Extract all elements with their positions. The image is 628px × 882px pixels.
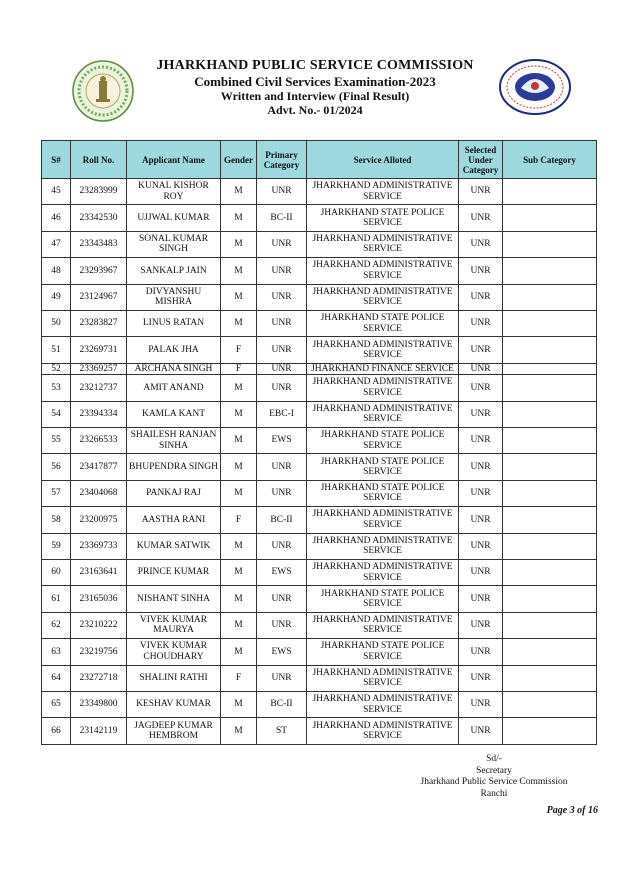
cell-primary-category: UNR bbox=[257, 480, 307, 506]
cell-gender: M bbox=[221, 639, 257, 665]
cell-primary-category: UNR bbox=[257, 454, 307, 480]
cell-name: LINUS RATAN bbox=[127, 310, 221, 336]
cell-sn: 62 bbox=[42, 612, 71, 638]
table-row bbox=[42, 231, 597, 257]
cell-primary-category: UNR bbox=[257, 665, 307, 691]
cell-primary-category: ST bbox=[257, 718, 307, 744]
cell-selected-category: UNR bbox=[459, 401, 503, 427]
col-header-name: Applicant Name bbox=[127, 141, 221, 179]
cell-sn: 58 bbox=[42, 507, 71, 533]
cell-primary-category: EWS bbox=[257, 428, 307, 454]
cell-gender: M bbox=[221, 586, 257, 612]
cell-roll: 23293967 bbox=[71, 258, 127, 284]
table-row bbox=[42, 454, 597, 480]
cell-gender: M bbox=[221, 205, 257, 231]
cell-service: JHARKHAND ADMINISTRATIVE SERVICE bbox=[307, 179, 459, 205]
col-header-roll: Roll No. bbox=[71, 141, 127, 179]
cell-gender: M bbox=[221, 559, 257, 585]
cell-primary-category: UNR bbox=[257, 258, 307, 284]
cell-selected-category: UNR bbox=[459, 718, 503, 744]
cell-sub-category bbox=[503, 258, 597, 284]
cell-primary-category: BC-II bbox=[257, 507, 307, 533]
cell-name: BHUPENDRA SINGH bbox=[127, 454, 221, 480]
cell-sub-category bbox=[503, 507, 597, 533]
cell-sub-category bbox=[503, 337, 597, 363]
cell-service: JHARKHAND ADMINISTRATIVE SERVICE bbox=[307, 401, 459, 427]
cell-primary-category: UNR bbox=[257, 179, 307, 205]
table-row bbox=[42, 612, 597, 638]
cell-sn: 54 bbox=[42, 401, 71, 427]
cell-selected-category: UNR bbox=[459, 337, 503, 363]
cell-gender: M bbox=[221, 231, 257, 257]
cell-roll: 23283999 bbox=[71, 179, 127, 205]
cell-sub-category bbox=[503, 559, 597, 585]
cell-primary-category: EWS bbox=[257, 639, 307, 665]
cell-roll: 23369733 bbox=[71, 533, 127, 559]
cell-name: SHAILESH RANJAN SINHA bbox=[127, 428, 221, 454]
table-row bbox=[42, 691, 597, 717]
cell-sn: 47 bbox=[42, 231, 71, 257]
cell-primary-category: EWS bbox=[257, 559, 307, 585]
cell-roll: 23283827 bbox=[71, 310, 127, 336]
cell-gender: M bbox=[221, 691, 257, 717]
cell-sub-category bbox=[503, 310, 597, 336]
cell-sub-category bbox=[503, 639, 597, 665]
cell-roll: 23266533 bbox=[71, 428, 127, 454]
table-row bbox=[42, 480, 597, 506]
cell-selected-category: UNR bbox=[459, 428, 503, 454]
cell-sub-category bbox=[503, 179, 597, 205]
cell-sn: 57 bbox=[42, 480, 71, 506]
cell-primary-category: UNR bbox=[257, 337, 307, 363]
cell-roll: 23142119 bbox=[71, 718, 127, 744]
table-row bbox=[42, 507, 597, 533]
cell-selected-category: UNR bbox=[459, 231, 503, 257]
cell-selected-category: UNR bbox=[459, 533, 503, 559]
cell-sub-category bbox=[503, 665, 597, 691]
cell-gender: M bbox=[221, 258, 257, 284]
table-row bbox=[42, 665, 597, 691]
cell-sn: 61 bbox=[42, 586, 71, 612]
table-row bbox=[42, 586, 597, 612]
result-title: Written and Interview (Final Result) bbox=[220, 89, 410, 103]
cell-name: KUNAL KISHOR ROY bbox=[127, 179, 221, 205]
cell-sub-category bbox=[503, 205, 597, 231]
table-row bbox=[42, 310, 597, 336]
cell-service: JHARKHAND STATE POLICE SERVICE bbox=[307, 639, 459, 665]
cell-sn: 46 bbox=[42, 205, 71, 231]
cell-name: VIVEK KUMAR CHOUDHARY bbox=[127, 639, 221, 665]
cell-primary-category: UNR bbox=[257, 231, 307, 257]
cell-selected-category: UNR bbox=[459, 691, 503, 717]
cell-service: JHARKHAND ADMINISTRATIVE SERVICE bbox=[307, 533, 459, 559]
cell-gender: M bbox=[221, 480, 257, 506]
cell-roll: 23165036 bbox=[71, 586, 127, 612]
cell-sn: 55 bbox=[42, 428, 71, 454]
cell-name: AASTHA RANI bbox=[127, 507, 221, 533]
cell-roll: 23200975 bbox=[71, 507, 127, 533]
table-row bbox=[42, 363, 597, 375]
cell-selected-category: UNR bbox=[459, 205, 503, 231]
cell-gender: F bbox=[221, 363, 257, 375]
cell-gender: F bbox=[221, 507, 257, 533]
cell-sn: 60 bbox=[42, 559, 71, 585]
cell-primary-category: BC-II bbox=[257, 205, 307, 231]
cell-sub-category bbox=[503, 718, 597, 744]
cell-selected-category: UNR bbox=[459, 375, 503, 401]
table-row bbox=[42, 718, 597, 744]
cell-selected-category: UNR bbox=[459, 363, 503, 375]
cell-sn: 65 bbox=[42, 691, 71, 717]
cell-name: AMIT ANAND bbox=[127, 375, 221, 401]
col-header-service: Service Alloted bbox=[307, 141, 459, 179]
cell-service: JHARKHAND FINANCE SERVICE bbox=[307, 363, 459, 375]
cell-primary-category: UNR bbox=[257, 284, 307, 310]
table-row bbox=[42, 205, 597, 231]
signatory-place: Ranchi bbox=[480, 788, 508, 799]
cell-gender: F bbox=[221, 337, 257, 363]
cell-roll: 23163641 bbox=[71, 559, 127, 585]
cell-name: UJJWAL KUMAR bbox=[127, 205, 221, 231]
cell-sn: 56 bbox=[42, 454, 71, 480]
cell-service: JHARKHAND ADMINISTRATIVE SERVICE bbox=[307, 337, 459, 363]
cell-sub-category bbox=[503, 480, 597, 506]
cell-service: JHARKHAND ADMINISTRATIVE SERVICE bbox=[307, 665, 459, 691]
cell-sub-category bbox=[503, 401, 597, 427]
cell-name: JAGDEEP KUMAR HEMBROM bbox=[127, 718, 221, 744]
page-number: Page 3 of 16 bbox=[546, 805, 598, 816]
cell-gender: M bbox=[221, 454, 257, 480]
cell-service: JHARKHAND ADMINISTRATIVE SERVICE bbox=[307, 718, 459, 744]
cell-roll: 23343483 bbox=[71, 231, 127, 257]
cell-service: JHARKHAND STATE POLICE SERVICE bbox=[307, 205, 459, 231]
cell-service: JHARKHAND ADMINISTRATIVE SERVICE bbox=[307, 284, 459, 310]
cell-sn: 52 bbox=[42, 363, 71, 375]
cell-service: JHARKHAND STATE POLICE SERVICE bbox=[307, 454, 459, 480]
table-row bbox=[42, 375, 597, 401]
cell-primary-category: UNR bbox=[257, 363, 307, 375]
cell-selected-category: UNR bbox=[459, 639, 503, 665]
cell-name: DIVYANSHU MISHRA bbox=[127, 284, 221, 310]
cell-sn: 63 bbox=[42, 639, 71, 665]
jharkhand-emblem-icon bbox=[72, 60, 134, 122]
cell-roll: 23212737 bbox=[71, 375, 127, 401]
results-table bbox=[41, 140, 597, 745]
signature-block bbox=[420, 754, 568, 800]
cell-service: JHARKHAND STATE POLICE SERVICE bbox=[307, 480, 459, 506]
cell-service: JHARKHAND ADMINISTRATIVE SERVICE bbox=[307, 258, 459, 284]
cell-service: JHARKHAND ADMINISTRATIVE SERVICE bbox=[307, 231, 459, 257]
cell-sn: 51 bbox=[42, 337, 71, 363]
cell-primary-category: BC-II bbox=[257, 691, 307, 717]
cell-sn: 49 bbox=[42, 284, 71, 310]
col-header-gender: Gender bbox=[221, 141, 257, 179]
table-row bbox=[42, 559, 597, 585]
col-header-primary-category: Primary Category bbox=[257, 141, 307, 179]
cell-gender: F bbox=[221, 665, 257, 691]
exam-title: Combined Civil Services Examination-2023 bbox=[194, 74, 436, 89]
cell-roll: 23369257 bbox=[71, 363, 127, 375]
cell-name: PRINCE KUMAR bbox=[127, 559, 221, 585]
cell-sn: 66 bbox=[42, 718, 71, 744]
table-row bbox=[42, 428, 597, 454]
cell-service: JHARKHAND STATE POLICE SERVICE bbox=[307, 428, 459, 454]
cell-gender: M bbox=[221, 375, 257, 401]
cell-sub-category bbox=[503, 284, 597, 310]
cell-name: KAMLA KANT bbox=[127, 401, 221, 427]
cell-primary-category: UNR bbox=[257, 533, 307, 559]
cell-selected-category: UNR bbox=[459, 454, 503, 480]
cell-sub-category bbox=[503, 428, 597, 454]
cell-sub-category bbox=[503, 586, 597, 612]
cell-gender: M bbox=[221, 401, 257, 427]
cell-selected-category: UNR bbox=[459, 480, 503, 506]
col-header-sub-category: Sub Category bbox=[503, 141, 597, 179]
cell-name: PALAK JHA bbox=[127, 337, 221, 363]
cell-sub-category bbox=[503, 363, 597, 375]
cell-sn: 53 bbox=[42, 375, 71, 401]
cell-selected-category: UNR bbox=[459, 258, 503, 284]
document-header bbox=[0, 0, 628, 140]
cell-name: SONAL KUMAR SINGH bbox=[127, 231, 221, 257]
cell-service: JHARKHAND ADMINISTRATIVE SERVICE bbox=[307, 507, 459, 533]
cell-selected-category: UNR bbox=[459, 559, 503, 585]
cell-gender: M bbox=[221, 428, 257, 454]
cell-sn: 59 bbox=[42, 533, 71, 559]
cell-roll: 23124967 bbox=[71, 284, 127, 310]
cell-sn: 64 bbox=[42, 665, 71, 691]
cell-name: SHALINI RATHI bbox=[127, 665, 221, 691]
cell-roll: 23269731 bbox=[71, 337, 127, 363]
cell-roll: 23210222 bbox=[71, 612, 127, 638]
cell-sn: 45 bbox=[42, 179, 71, 205]
cell-sn: 50 bbox=[42, 310, 71, 336]
cell-selected-category: UNR bbox=[459, 507, 503, 533]
cell-gender: M bbox=[221, 284, 257, 310]
cell-selected-category: UNR bbox=[459, 179, 503, 205]
cell-primary-category: UNR bbox=[257, 612, 307, 638]
org-title: JHARKHAND PUBLIC SERVICE COMMISSION bbox=[156, 58, 474, 73]
cell-sub-category bbox=[503, 612, 597, 638]
cell-primary-category: UNR bbox=[257, 586, 307, 612]
cell-name: KESHAV KUMAR bbox=[127, 691, 221, 717]
cell-service: JHARKHAND ADMINISTRATIVE SERVICE bbox=[307, 691, 459, 717]
cell-gender: M bbox=[221, 612, 257, 638]
col-header-selected-category: Selected Under Category bbox=[459, 141, 503, 179]
cell-gender: M bbox=[221, 718, 257, 744]
cell-gender: M bbox=[221, 533, 257, 559]
cell-primary-category: EBC-I bbox=[257, 401, 307, 427]
cell-roll: 23219756 bbox=[71, 639, 127, 665]
cell-selected-category: UNR bbox=[459, 665, 503, 691]
table-header-row bbox=[42, 141, 597, 179]
jpsc-seal-icon bbox=[497, 58, 573, 116]
table-row bbox=[42, 401, 597, 427]
cell-sub-category bbox=[503, 454, 597, 480]
cell-sub-category bbox=[503, 691, 597, 717]
cell-service: JHARKHAND ADMINISTRATIVE SERVICE bbox=[307, 612, 459, 638]
cell-roll: 23417877 bbox=[71, 454, 127, 480]
cell-sub-category bbox=[503, 533, 597, 559]
cell-sub-category bbox=[503, 375, 597, 401]
cell-name: VIVEK KUMAR MAURYA bbox=[127, 612, 221, 638]
signatory-designation: Secretary bbox=[476, 765, 512, 776]
cell-name: KUMAR SATWIK bbox=[127, 533, 221, 559]
cell-service: JHARKHAND STATE POLICE SERVICE bbox=[307, 310, 459, 336]
cell-sn: 48 bbox=[42, 258, 71, 284]
table-row bbox=[42, 533, 597, 559]
cell-selected-category: UNR bbox=[459, 612, 503, 638]
cell-selected-category: UNR bbox=[459, 310, 503, 336]
table-row bbox=[42, 337, 597, 363]
cell-name: ARCHANA SINGH bbox=[127, 363, 221, 375]
cell-name: NISHANT SINHA bbox=[127, 586, 221, 612]
cell-gender: M bbox=[221, 310, 257, 336]
signature-sd: Sd/- bbox=[486, 754, 502, 764]
advt-number: Advt. No.- 01/2024 bbox=[267, 103, 363, 117]
cell-service: JHARKHAND STATE POLICE SERVICE bbox=[307, 586, 459, 612]
cell-roll: 23342530 bbox=[71, 205, 127, 231]
cell-primary-category: UNR bbox=[257, 375, 307, 401]
table-row bbox=[42, 179, 597, 205]
cell-name: PANKAJ RAJ bbox=[127, 480, 221, 506]
cell-primary-category: UNR bbox=[257, 310, 307, 336]
cell-name: SANKALP JAIN bbox=[127, 258, 221, 284]
cell-service: JHARKHAND ADMINISTRATIVE SERVICE bbox=[307, 559, 459, 585]
cell-selected-category: UNR bbox=[459, 284, 503, 310]
col-header-sn: S# bbox=[42, 141, 71, 179]
cell-roll: 23394334 bbox=[71, 401, 127, 427]
table-row bbox=[42, 639, 597, 665]
cell-service: JHARKHAND ADMINISTRATIVE SERVICE bbox=[307, 375, 459, 401]
table-row bbox=[42, 284, 597, 310]
table-row bbox=[42, 258, 597, 284]
cell-roll: 23349800 bbox=[71, 691, 127, 717]
cell-selected-category: UNR bbox=[459, 586, 503, 612]
cell-sub-category bbox=[503, 231, 597, 257]
cell-gender: M bbox=[221, 179, 257, 205]
signatory-org: Jharkhand Public Service Commission bbox=[420, 777, 568, 787]
cell-roll: 23272718 bbox=[71, 665, 127, 691]
cell-roll: 23404068 bbox=[71, 480, 127, 506]
